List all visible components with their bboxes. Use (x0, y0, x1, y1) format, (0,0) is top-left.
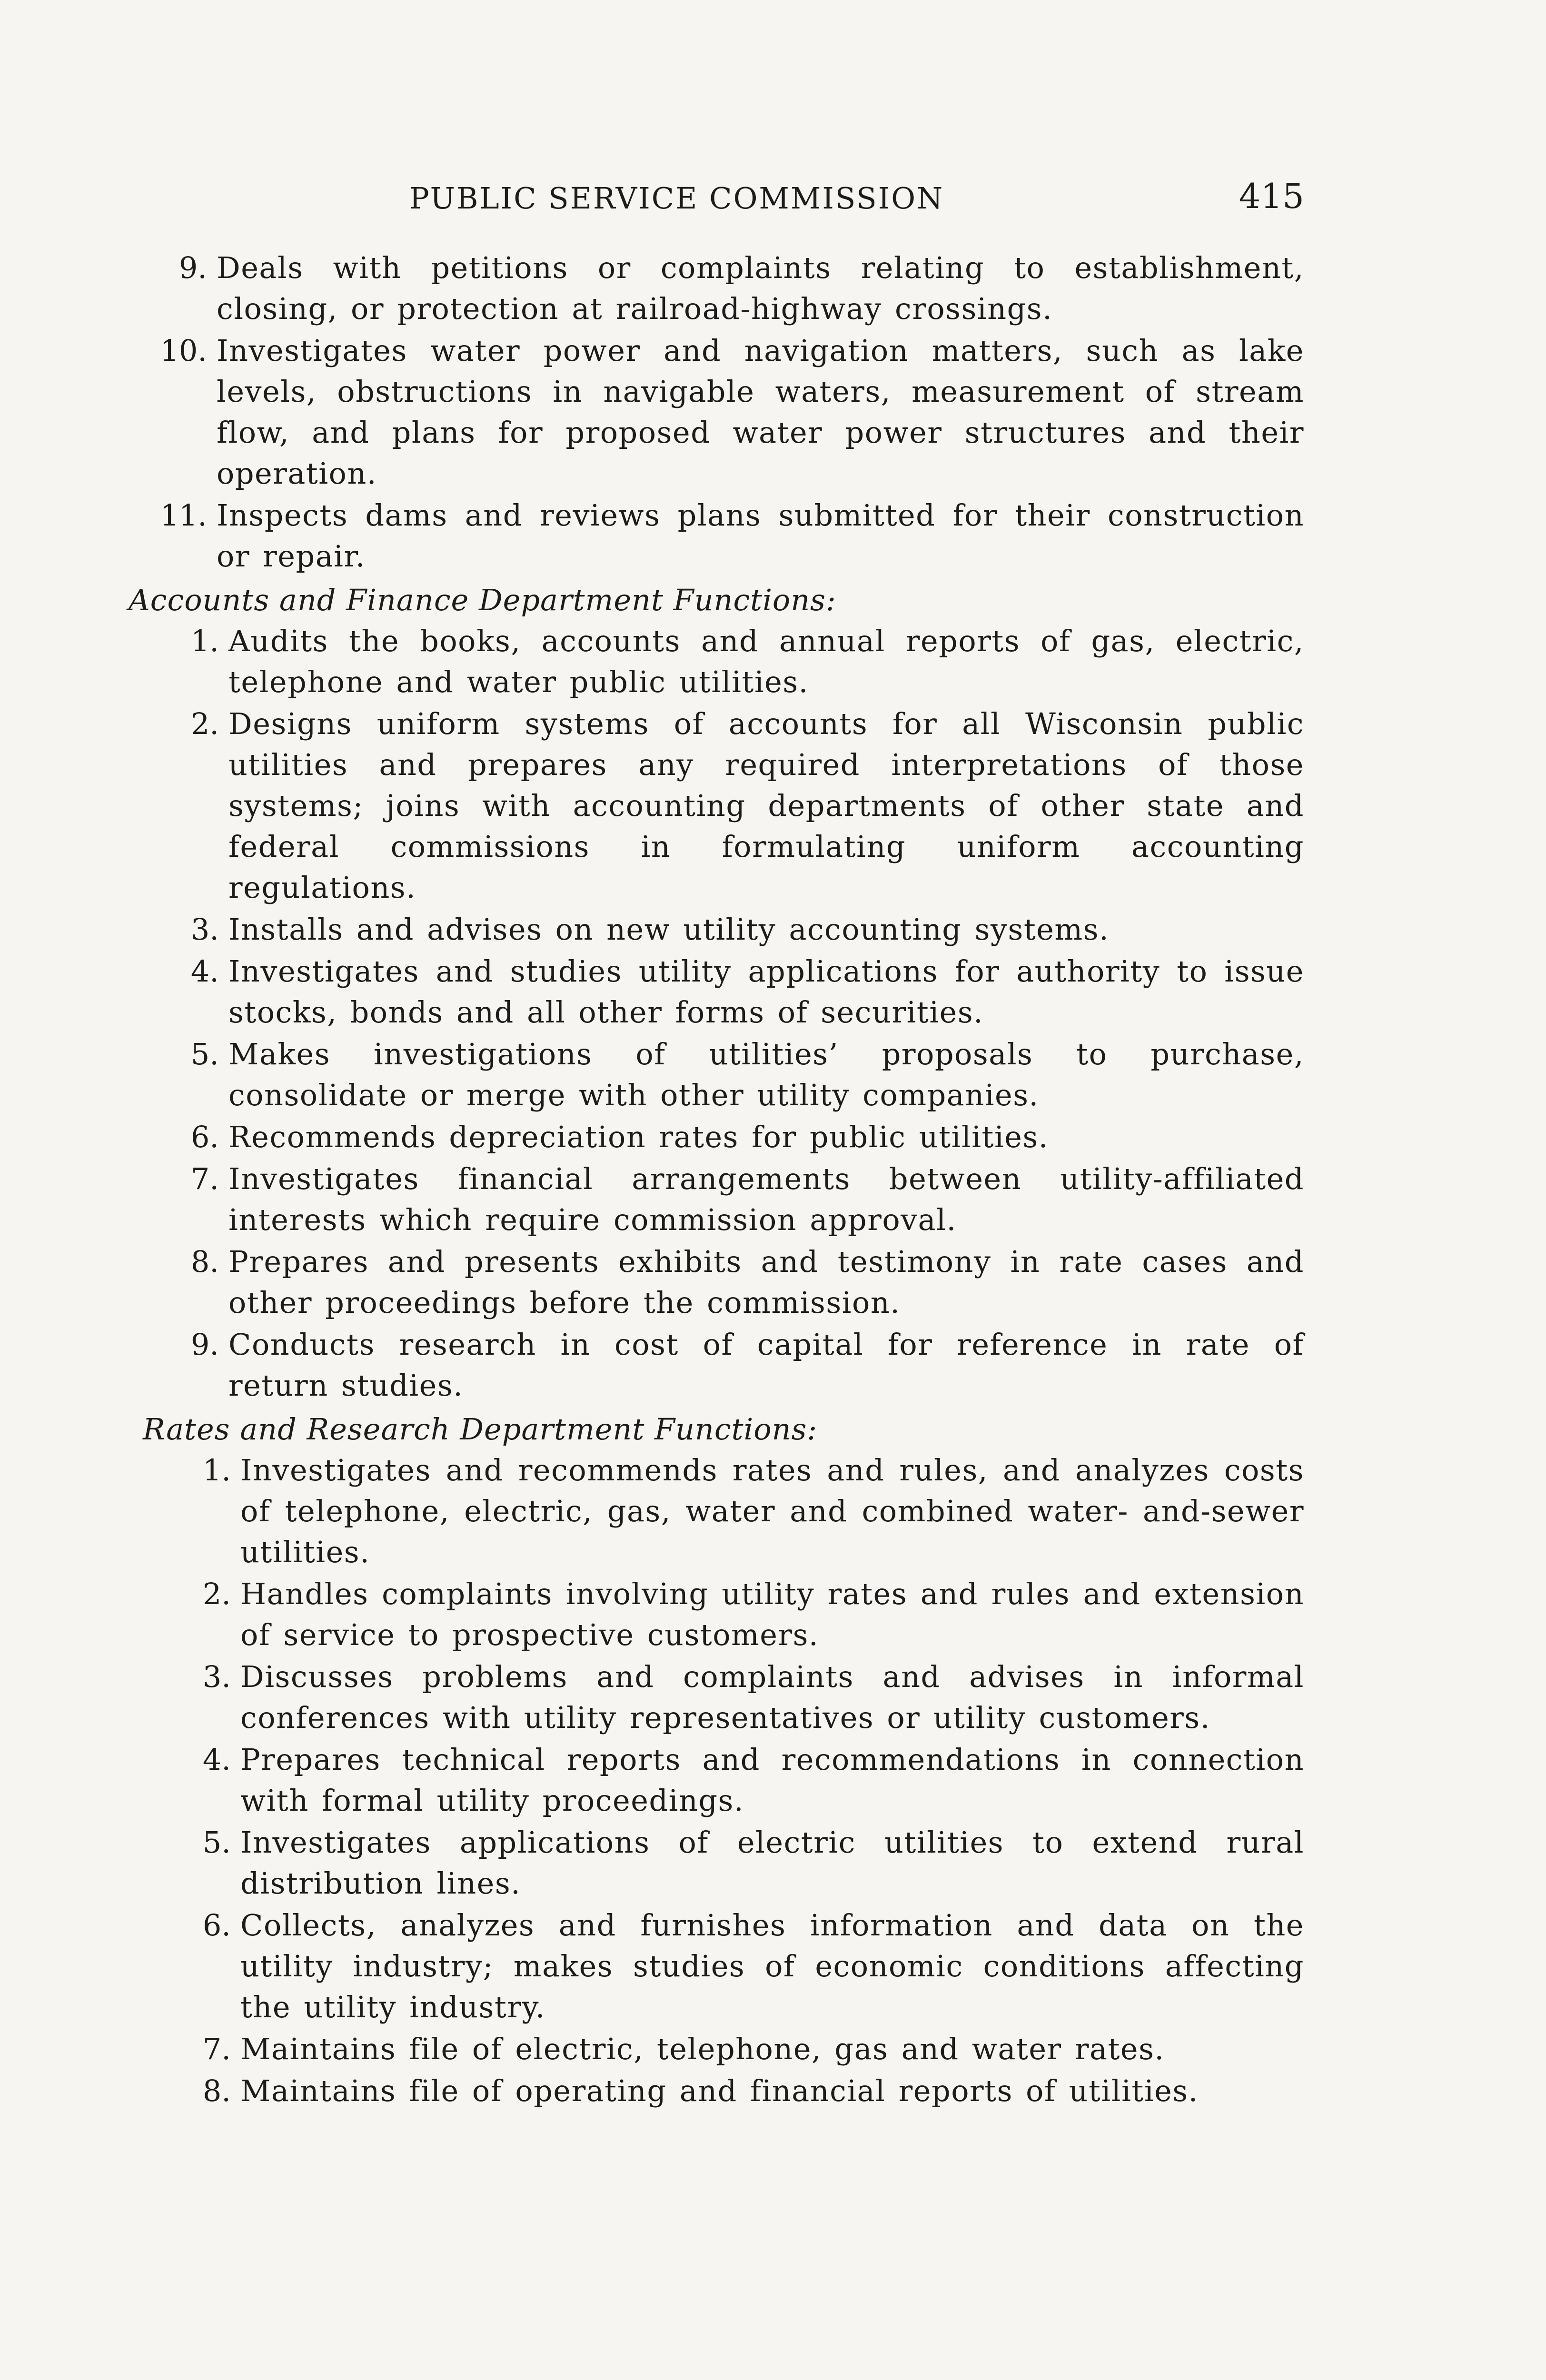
item-number: 2. (190, 706, 219, 741)
list-item (129, 330, 1304, 494)
list-item (129, 1117, 1304, 1158)
list-item (129, 248, 1304, 329)
list-item (129, 1159, 1304, 1240)
item-number: 6. (190, 1120, 219, 1154)
accounts-section-heading: Accounts and Finance Department Functions: (129, 583, 836, 617)
list-item (129, 1241, 1304, 1323)
item-number: 1. (202, 1453, 231, 1488)
list-item (129, 1905, 1304, 2028)
item-number: 11. (160, 498, 207, 533)
item-number: 6. (202, 1908, 231, 1943)
item-number: 3. (202, 1659, 231, 1694)
list-item (129, 2071, 1304, 2112)
list-item (129, 951, 1304, 1033)
item-text: Investigates and recommends rates and rules, and analyzes costs of telephone, electric, gas, water and combined water- and-sewer utilities. (240, 1453, 1304, 1569)
item-text: Inspects dams and reviews plans submitted for their construction or repair. (217, 498, 1304, 574)
item-number: 5. (190, 1037, 219, 1071)
item-text: Recommends depreciation rates for public utilities. (228, 1120, 1049, 1154)
accounts-list (129, 621, 1304, 1406)
item-number: 5. (202, 1825, 231, 1860)
list-item (129, 1656, 1304, 1738)
item-text: Prepares and presents exhibits and testimony in rate cases and other proceedings before the commission. (228, 1244, 1304, 1320)
list-item (129, 495, 1304, 577)
continued-list (129, 248, 1304, 577)
item-number: 8. (190, 1244, 219, 1279)
item-text: Audits the books, accounts and annual reports of gas, electric, telephone and water public utilities. (228, 624, 1304, 699)
item-number: 8. (202, 2073, 231, 2108)
page-header (129, 171, 1304, 224)
document-page (129, 171, 1304, 2361)
rates-section-heading: Rates and Research Department Functions: (143, 1412, 818, 1447)
item-number: 2. (202, 1577, 231, 1611)
list-item (129, 621, 1304, 703)
item-text: Conducts research in cost of capital for reference in rate of return studies. (228, 1327, 1304, 1403)
item-text: Investigates applications of electric utilities to extend rural distribution lines. (240, 1825, 1304, 1901)
item-text: Collects, analyzes and furnishes information and data on the utility industry; makes studies of economic conditions affecting the utility industry. (240, 1908, 1304, 2024)
item-number: 10. (160, 333, 207, 368)
item-number: 3. (190, 912, 219, 947)
item-text: Investigates financial arrangements between utility-affiliated interests which require commission approval. (228, 1161, 1304, 1237)
item-number: 4. (190, 954, 219, 989)
item-number: 7. (190, 1161, 219, 1196)
item-number: 9. (178, 250, 207, 285)
item-text: Installs and advises on new utility accounting systems. (228, 912, 1110, 947)
item-text: Prepares technical reports and recommendations in connection with formal utility proceedings. (240, 1742, 1304, 1818)
item-number: 7. (202, 2032, 231, 2066)
item-text: Makes investigations of utilities’ proposals to purchase, consolidate or merge with other utility companies. (228, 1037, 1304, 1112)
list-item (129, 704, 1304, 908)
running-title: PUBLIC SERVICE COMMISSION (409, 181, 944, 216)
item-number: 1. (190, 624, 219, 658)
item-text: Maintains file of operating and financial reports of utilities. (240, 2073, 1199, 2108)
list-item (129, 1822, 1304, 1904)
item-text: Investigates and studies utility applications for authority to issue stocks, bonds and all other forms of securities. (228, 954, 1304, 1030)
rates-list (129, 1450, 1304, 2112)
list-item (129, 1574, 1304, 1656)
item-text: Deals with petitions or complaints relating to establishment, closing, or protection at railroad-highway crossings. (217, 250, 1304, 326)
item-text: Investigates water power and navigation matters, such as lake levels, obstructions in navigable waters, measurement of stream flow, and plans for proposed water power structures and their operation. (217, 333, 1304, 491)
item-text: Maintains file of electric, telephone, gas and water rates. (240, 2032, 1165, 2066)
item-number: 9. (190, 1327, 219, 1362)
list-item (129, 1739, 1304, 1821)
list-item (129, 909, 1304, 950)
list-item (129, 1034, 1304, 1116)
page-number: 415 (1239, 176, 1304, 216)
item-text: Discusses problems and complaints and advises in informal conferences with utility representatives or utility customers. (240, 1659, 1304, 1735)
list-item (129, 1324, 1304, 1406)
list-item (129, 1450, 1304, 1573)
item-number: 4. (202, 1742, 231, 1777)
item-text: Designs uniform systems of accounts for all Wisconsin public utilities and prepares any required interpretations of those systems; joins with accounting departments of other state and federal commissions in formulating uniform accounting regulations. (228, 706, 1304, 905)
item-text: Handles complaints involving utility rates and rules and extension of service to prospective customers. (240, 1577, 1304, 1652)
list-item (129, 2029, 1304, 2070)
